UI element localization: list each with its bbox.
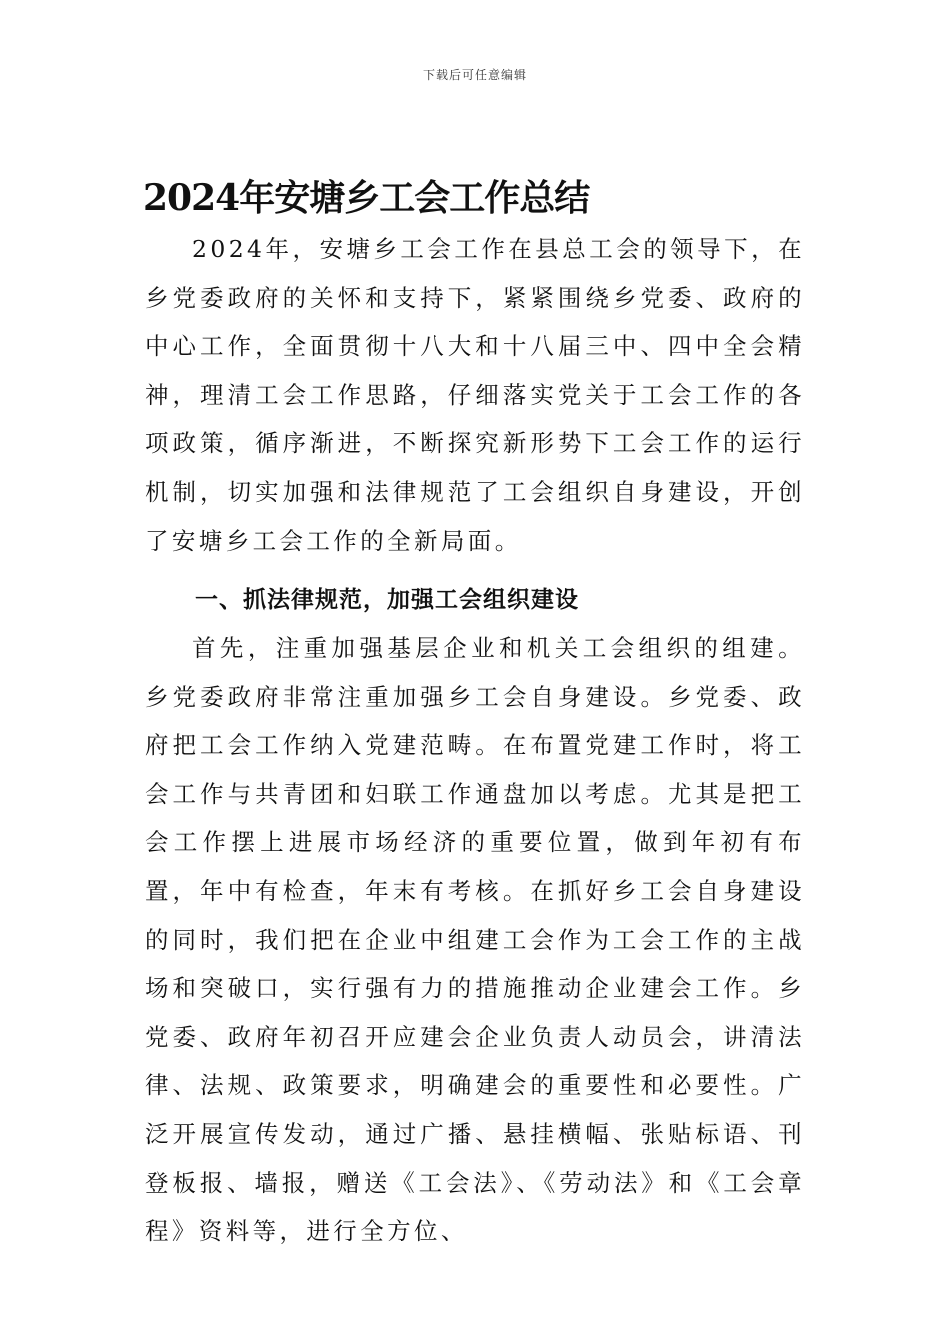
intro-paragraph: 2024年，安塘乡工会工作在县总工会的领导下，在乡党委政府的关怀和支持下，紧紧围绕乡党委、政府的中心工作，全面贯彻十八大和十八届三中、四中全会精神，理清工会工作思路，仔细落实党关于工会工作的各项政策，循序渐进，不断探究新形势下工会工作的运行机制，切实加强和法律规范了工会组织自身建设，开创了安塘乡工会工作的全新局面。: [145, 235, 805, 555]
page-header-note: 下载后可任意编辑: [422, 68, 527, 82]
document-title: 2024年安塘乡工会工作总结: [143, 177, 590, 219]
section-1-paragraph: 首先，注重加强基层企业和机关工会组织的组建。乡党委政府非常注重加强乡工会自身建设。乡党委、政府把工会工作纳入党建范畴。在布置党建工作时，将工会工作与共青团和妇联工作通盘加以考虑。尤其是把工会工作摆上进展市场经济的重要位置，做到年初有布置，年中有检查，年末有考核。在抓好乡工会自身建设的同时，我们把在企业中组建工会作为工会工作的主战场和突破口，实行强有力的措施推动企业建会工作。乡党委、政府年初召开应建会企业负责人动员会，讲清法律、法规、政策要求，明确建会的重要性和必要性。广泛开展宣传发动，通过广播、悬挂横幅、张贴标语、刊登板报、墙报，赠送《工会法》、《劳动法》和《工会章程》资料等，进行全方位、: [145, 634, 805, 1246]
section-heading-1: 一、抓法律规范，加强工会组织建设: [195, 587, 579, 613]
